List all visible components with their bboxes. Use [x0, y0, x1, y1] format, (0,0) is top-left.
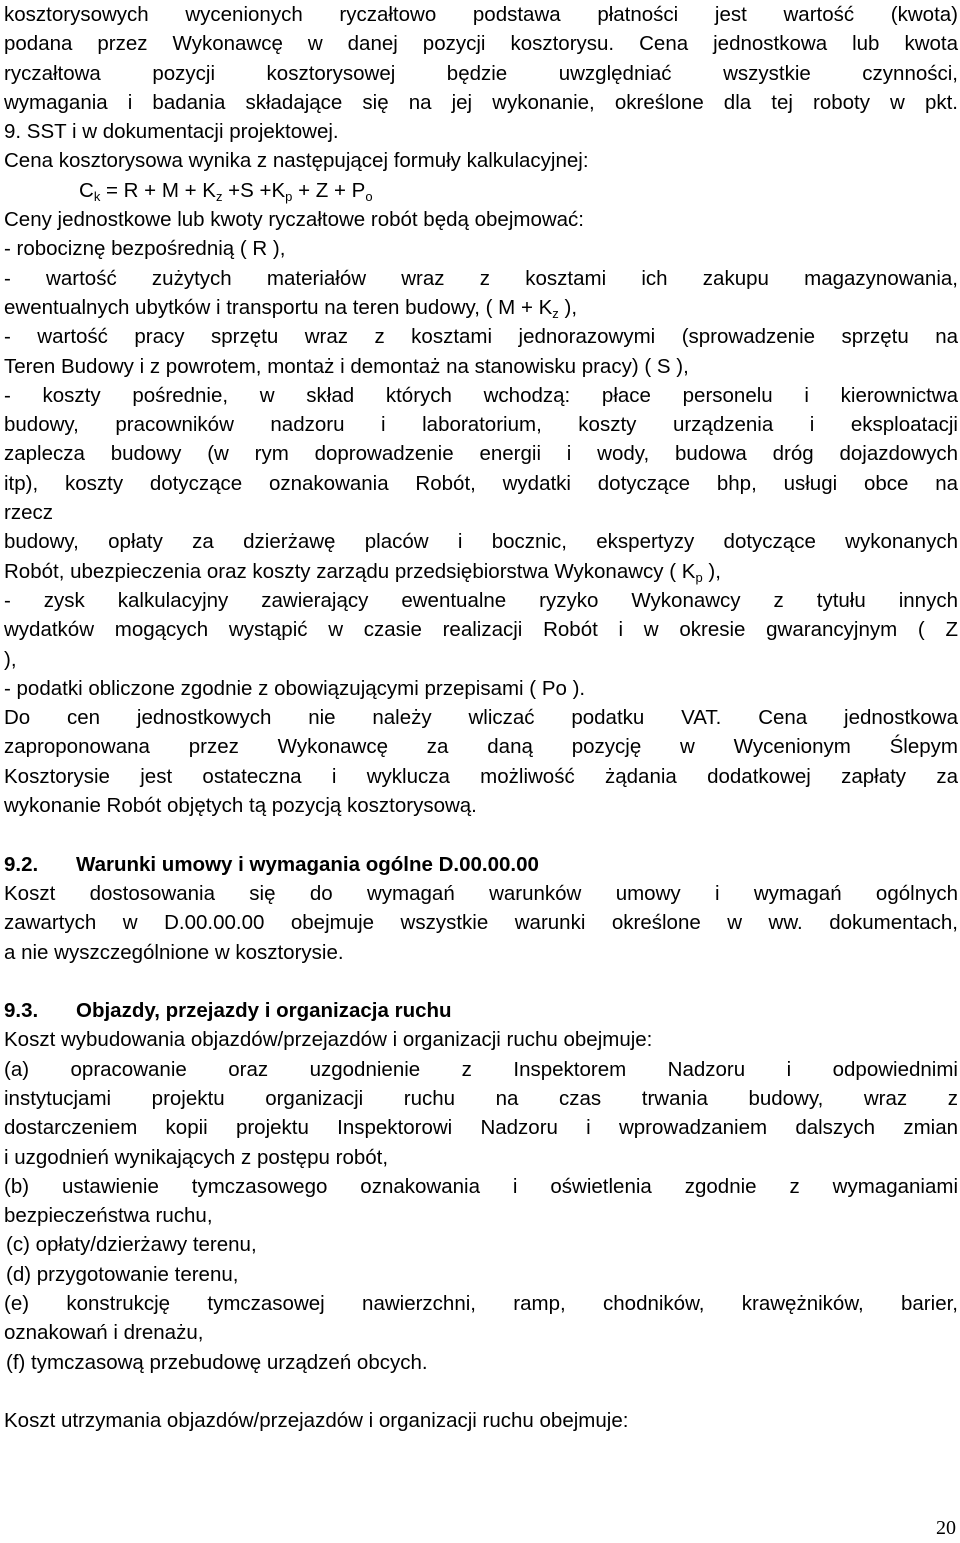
- list-item-continuation: rzecz: [4, 501, 53, 525]
- paragraph-line: wymagania i badania składające się na jej wykonanie, określone dla tej roboty w pkt.: [4, 90, 958, 114]
- cost-formula: [4, 176, 958, 205]
- formula-sub-z: z: [215, 188, 223, 204]
- formula-sub-p: p: [285, 188, 293, 204]
- list-item: - podatki obliczone zgodnie z obowiązującymi przepisami ( Po ).: [4, 676, 586, 700]
- paragraph-line: kosztorysowych wycenionych ryczałtowo podstawa płatności jest wartość (kwota): [4, 3, 958, 26]
- list-item: - wartość zużytych materiałów wraz z kosztami ich zakupu magazynowania,: [4, 266, 958, 290]
- list-item: (c) opłaty/dzierżawy terenu,: [6, 1233, 257, 1257]
- list-item: (f) tymczasową przebudowę urządzeń obcych.: [6, 1350, 428, 1374]
- paragraph-line: Koszt wybudowania objazdów/przejazdów i organizacji ruchu obejmuje:: [4, 1028, 653, 1052]
- list-item-continuation: bezpieczeństwa ruchu,: [4, 1204, 213, 1228]
- list-item: (b) ustawienie tymczasowego oznakowania i oświetlenia zgodnie z wymaganiami: [4, 1174, 958, 1198]
- section-heading-9-3: [4, 996, 958, 1025]
- list-item: - zysk kalkulacyjny zawierający ewentualne ryzyko Wykonawcy z tytułu innych: [4, 588, 958, 612]
- list-item-continuation: zaplecza budowy (w rym doprowadzenie energii i wody, budowa dróg dojazdowych: [4, 442, 958, 466]
- list-item: (e) konstrukcję tymczasowej nawierzchni, ramp, chodników, krawężników, barier,: [4, 1292, 958, 1316]
- section-heading-9-2: [4, 850, 958, 879]
- list-item: - koszty pośrednie, w skład których wchodzą: płace personelu i kierownictwa: [4, 383, 958, 407]
- section-title: Objazdy, przejazdy i organizacja ruchu: [76, 999, 452, 1023]
- paragraph-line: Do cen jednostkowych nie należy wliczać podatku VAT. Cena jednostkowa: [4, 706, 958, 730]
- subscript: z: [552, 305, 559, 321]
- list-item: - wartość pracy sprzętu wraz z kosztami jednorazowymi (sprowadzenie sprzętu na: [4, 325, 958, 349]
- list-item-continuation: Teren Budowy i z powrotem, montaż i demontaż na stanowisku pracy) ( S ),: [4, 354, 689, 378]
- paragraph-line: wykonanie Robót objętych tą pozycją kosztorysową.: [4, 794, 477, 818]
- formula-part: = R + M + K: [100, 178, 216, 202]
- list-item-continuation: dostarczeniem kopii projektu Inspektorowi Nadzoru i wprowadzaniem dalszych zmian: [4, 1116, 958, 1140]
- paragraph-line: ryczałtowa pozycji kosztorysowej będzie uwzględniać wszystkie czynności,: [4, 61, 958, 85]
- paragraph-line: Koszt dostosowania się do wymagań warunków umowy i wymagań ogólnych: [4, 881, 958, 905]
- list-item-continuation: [4, 557, 958, 586]
- list-item-continuation: wydatków mogących wystąpić w czasie realizacji Robót i w okresie gwarancyjnym ( Z: [4, 618, 958, 642]
- paragraph-line: Cena kosztorysowa wynika z następującej formuły kalkulacyjnej:: [4, 149, 589, 173]
- paragraph-line: a nie wyszczególnione w kosztorysie.: [4, 940, 344, 964]
- list-item-continuation: ),: [4, 647, 17, 671]
- page-number: 20: [936, 1517, 956, 1539]
- list-item-continuation: i uzgodnień wynikających z postępu robót,: [4, 1145, 389, 1169]
- line-tail: ),: [702, 559, 721, 583]
- paragraph-line: Kosztorysie jest ostateczna i wyklucza możliwość żądania dodatkowej zapłaty za: [4, 764, 958, 788]
- section-title: Warunki umowy i wymagania ogólne D.00.00.00: [76, 852, 539, 876]
- blank-line: [4, 1377, 958, 1406]
- list-item: (a) opracowanie oraz uzgodnienie z Inspektorem Nadzoru i odpowiednimi: [4, 1057, 958, 1081]
- paragraph-line: zaproponowana przez Wykonawcę za daną pozycję w Wycenionym Ślepym: [4, 735, 958, 759]
- paragraph-line: Koszt utrzymania objazdów/przejazdów i organizacji ruchu obejmuje:: [4, 1409, 629, 1433]
- line-text: Robót, ubezpieczenia oraz koszty zarządu przedsiębiorstwa Wykonawcy ( K: [4, 559, 696, 583]
- list-item: (d) przygotowanie terenu,: [6, 1262, 239, 1286]
- section-number: 9.2.: [4, 852, 39, 876]
- list-item-continuation: instytucjami projektu organizacji ruchu na czas trwania budowy, wraz z: [4, 1086, 958, 1110]
- paragraph-line: Ceny jednostkowe lub kwoty ryczałtowe robót będą obejmować:: [4, 208, 584, 232]
- subscript: p: [695, 569, 703, 585]
- paragraph-line: podana przez Wykonawcę w danej pozycji kosztorysu. Cena jednostkowa lub kwota: [4, 32, 958, 56]
- paragraph-line: zawartych w D.00.00.00 obejmuje wszystkie warunki określone w ww. dokumentach,: [4, 911, 958, 935]
- document-page: [4, 0, 958, 1436]
- formula-c: C: [79, 178, 94, 202]
- formula-sub-k: k: [93, 188, 101, 204]
- section-number: 9.3.: [4, 999, 39, 1023]
- paragraph-line: 9. SST i w dokumentacji projektowej.: [4, 120, 339, 144]
- formula-part: +S +K: [222, 178, 286, 202]
- list-item-continuation: budowy, opłaty za dzierżawę placów i bocznic, ekspertyzy dotyczące wykonanych: [4, 530, 958, 554]
- formula-part: + Z + P: [292, 178, 366, 202]
- list-item-continuation: budowy, pracowników nadzoru i laboratorium, koszty urządzenia i eksploatacji: [4, 413, 958, 437]
- list-item-continuation: itp), koszty dotyczące oznakowania Robót, wydatki dotyczące bhp, usługi obce na: [4, 471, 958, 495]
- line-tail: ),: [558, 295, 578, 319]
- blank-line: [4, 967, 958, 996]
- list-item: - robociznę bezpośrednią ( R ),: [4, 237, 286, 261]
- formula-sub-o: o: [365, 188, 373, 204]
- blank-line: [4, 820, 958, 849]
- list-item-continuation: [4, 293, 958, 322]
- line-text: ewentualnych ubytków i transportu na teren budowy, ( M + K: [4, 295, 553, 319]
- list-item-continuation: oznakowań i drenażu,: [4, 1321, 204, 1345]
